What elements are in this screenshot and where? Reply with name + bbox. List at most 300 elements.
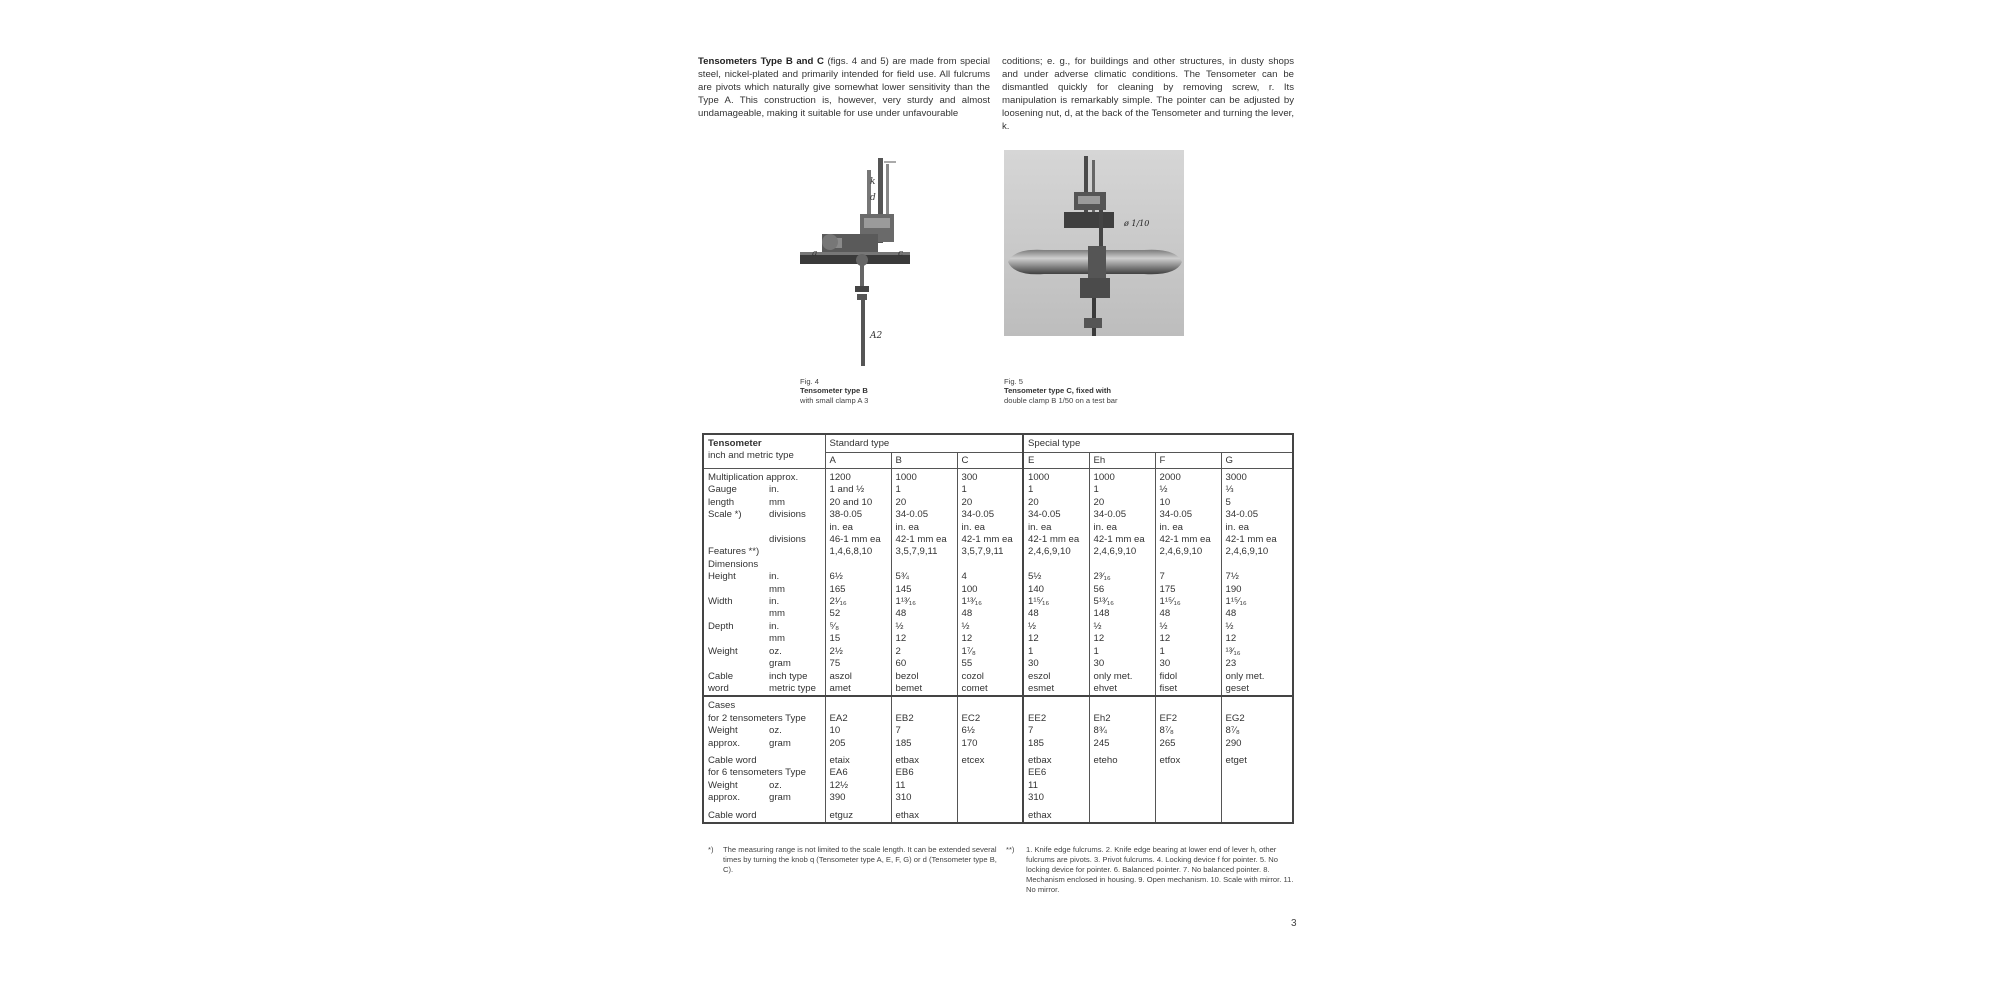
table-row: [703, 780, 1293, 792]
table-cell: [1089, 559, 1155, 571]
table-row: [703, 497, 1293, 509]
table-cell: 148: [1089, 608, 1155, 620]
row-label: word: [708, 682, 729, 694]
row-label: Gauge: [708, 484, 737, 496]
table-cell: 2½: [825, 646, 891, 658]
group-standard-type: Standard type: [825, 434, 1023, 453]
table-cell: 42-1 mm ea: [1155, 534, 1221, 546]
table-cell: [1155, 559, 1221, 571]
table-cell: 12: [957, 633, 1023, 645]
table-cell: [957, 767, 1023, 779]
table-cell: [1221, 559, 1293, 571]
table-row: [703, 596, 1293, 608]
table-cell: 2¹⁄₁₆: [825, 596, 891, 608]
column-header-c: C: [957, 453, 1023, 469]
table-cell: ½: [1023, 621, 1089, 633]
intro-left-body: (figs. 4 and 5) are made from special steel, nickel-plated and primarily intended for field use. All fulcrums are pivots which naturally give somewhat lower sensitivity than the Type A. This construction is, however, very sturdy and almost undamageable, making it suitable for use under unfavourable: [698, 56, 990, 120]
table-row: [703, 646, 1293, 658]
table-cell: 190: [1221, 584, 1293, 596]
table-cell: bezol: [891, 671, 957, 683]
row-label: Width: [708, 596, 733, 608]
table-cell: 3000: [1221, 469, 1293, 485]
table-cell: 48: [957, 608, 1023, 620]
table-cell: 48: [891, 608, 957, 620]
footnote-2-mark: **): [1006, 845, 1015, 854]
table-cell: ⅓: [1221, 484, 1293, 496]
row-sublabel: oz.: [769, 779, 782, 791]
table-cell: in. ea: [1023, 522, 1089, 534]
table-cell: EG2: [1221, 713, 1293, 725]
table-cell: [957, 559, 1023, 571]
table-cell: 34-0.05: [1221, 509, 1293, 521]
table-cell: 52: [825, 608, 891, 620]
row-sublabel: mm: [769, 633, 785, 645]
table-cell: [1221, 767, 1293, 779]
table-cell: ½: [1221, 621, 1293, 633]
figure-5-number: Fig. 5: [1004, 377, 1023, 386]
table-row: [703, 534, 1293, 546]
table-row: [703, 696, 1293, 712]
row-sublabel: oz.: [769, 645, 782, 657]
table-cell: 7: [891, 725, 957, 737]
specification-table: [702, 433, 1294, 824]
row-label: [703, 534, 765, 546]
table-cell: 11: [1023, 780, 1089, 792]
table-cell: esmet: [1023, 683, 1089, 696]
row-label: Cases: [703, 696, 765, 712]
row-sublabel: gram: [769, 792, 791, 804]
table-cell: 8⁷⁄₈: [1221, 725, 1293, 737]
row-sublabel: [765, 805, 825, 823]
table-cell: 1200: [825, 469, 891, 485]
row-label: Weight: [708, 645, 738, 657]
table-cell: 30: [1023, 658, 1089, 670]
table-cell: [957, 696, 1023, 712]
table-corner: [703, 434, 825, 469]
table-cell: 34-0.05: [1089, 509, 1155, 521]
table-cell: 48: [1023, 608, 1089, 620]
table-cell: 4: [957, 571, 1023, 583]
table-row: [703, 621, 1293, 633]
table-corner-title: Tensometer: [708, 438, 762, 449]
row-sublabel: in.: [769, 571, 780, 583]
table-cell: 5½: [1023, 571, 1089, 583]
column-header-e: E: [1023, 453, 1089, 469]
table-row: [703, 469, 1293, 485]
table-cell: 1000: [891, 469, 957, 485]
table-cell: [1155, 767, 1221, 779]
row-sublabel: oz.: [769, 725, 782, 737]
figure-4-subtitle: with small clamp A 3: [800, 395, 869, 405]
table-cell: [1089, 792, 1155, 804]
table-cell: in. ea: [1221, 522, 1293, 534]
table-cell: 42-1 mm ea: [1089, 534, 1155, 546]
column-header-eh: Eh: [1089, 453, 1155, 469]
figure-5-photo: [1004, 150, 1184, 336]
table-row: [703, 767, 1293, 779]
row-sublabel: gram: [769, 658, 791, 670]
table-cell: fidol: [1155, 671, 1221, 683]
table-cell: geset: [1221, 683, 1293, 696]
table-cell: eszol: [1023, 671, 1089, 683]
row-sublabel: in.: [769, 596, 780, 608]
row-label: Cable word: [708, 754, 757, 766]
table-cell: [1155, 780, 1221, 792]
table-cell: 6½: [957, 725, 1023, 737]
table-row: [703, 509, 1293, 521]
row-sublabel: in.: [769, 484, 780, 496]
table-cell: 2³⁄₁₆: [1089, 571, 1155, 583]
table-cell: [1089, 805, 1155, 823]
table-cell: 75: [825, 658, 891, 670]
row-sublabel: metric type: [769, 682, 816, 694]
table-cell: 300: [957, 469, 1023, 485]
table-cell: 1: [1089, 484, 1155, 496]
table-cell: 5: [1221, 497, 1293, 509]
row-sublabel: in.: [769, 620, 780, 632]
table-cell: 1: [1089, 646, 1155, 658]
table-cell: EB6: [891, 767, 957, 779]
table-cell: 7½: [1221, 571, 1293, 583]
table-cell: eteho: [1089, 750, 1155, 767]
row-label: length: [708, 496, 735, 508]
table-cell: 12: [1155, 633, 1221, 645]
table-row: [703, 608, 1293, 620]
footnote-2: [1006, 845, 1296, 895]
table-cell: 1000: [1023, 469, 1089, 485]
table-cell: [1221, 805, 1293, 823]
table-cell: 1¹³⁄₁₆: [957, 596, 1023, 608]
table-cell: in. ea: [957, 522, 1023, 534]
table-corner-subtitle: inch and metric type: [708, 450, 794, 461]
table-cell: 1000: [1089, 469, 1155, 485]
figure-5-caption: [1004, 377, 1184, 405]
row-label: [703, 633, 765, 645]
table-cell: 3,5,7,9,11: [891, 546, 957, 558]
table-cell: ½: [957, 621, 1023, 633]
table-cell: 20: [1089, 497, 1155, 509]
table-cell: aszol: [825, 671, 891, 683]
table-cell: etbax: [891, 750, 957, 767]
row-label: [703, 658, 765, 670]
table-cell: [1023, 559, 1089, 571]
table-cell: 1: [891, 484, 957, 496]
row-label: approx.: [708, 737, 740, 749]
table-cell: 12: [891, 633, 957, 645]
page-number: 3: [1291, 918, 1297, 929]
table-cell: 1: [957, 484, 1023, 496]
table-cell: [1155, 696, 1221, 712]
table-cell: 2,4,6,9,10: [1221, 546, 1293, 558]
table-cell: ethax: [1023, 805, 1089, 823]
row-label: for 6 tensometers Type: [708, 767, 806, 779]
table-cell: [957, 805, 1023, 823]
table-cell: bemet: [891, 683, 957, 696]
table-cell: ethax: [891, 805, 957, 823]
table-cell: only met.: [1221, 671, 1293, 683]
table-cell: 42-1 mm ea: [957, 534, 1023, 546]
table-cell: only met.: [1089, 671, 1155, 683]
table-cell: 1 and ½: [825, 484, 891, 496]
table-row: [703, 738, 1293, 750]
row-label: Scale *): [708, 509, 742, 521]
fig4-label-d: d: [870, 193, 876, 203]
table-cell: [1221, 780, 1293, 792]
table-cell: 1¹⁵⁄₁₆: [1155, 596, 1221, 608]
row-sublabel: [765, 522, 825, 534]
table-cell: 2,4,6,9,10: [1089, 546, 1155, 558]
table-cell: 34-0.05: [1155, 509, 1221, 521]
table-cell: amet: [825, 683, 891, 696]
table-cell: EF2: [1155, 713, 1221, 725]
group-special-type: Special type: [1023, 434, 1293, 453]
table-cell: 46-1 mm ea: [825, 534, 891, 546]
intro-left-column: [698, 55, 990, 120]
fig4-label-a: a: [812, 249, 818, 259]
table-cell: EE2: [1023, 713, 1089, 725]
table-cell: [1089, 780, 1155, 792]
table-cell: 140: [1023, 584, 1089, 596]
fig4-label-c: c: [898, 249, 904, 259]
table-row: [703, 559, 1293, 571]
row-label: [703, 522, 765, 534]
table-cell: etget: [1221, 750, 1293, 767]
row-sublabel: divisions: [769, 509, 806, 521]
table-cell: 1: [1155, 646, 1221, 658]
table-cell: 20: [891, 497, 957, 509]
table-cell: 20: [1023, 497, 1089, 509]
table-row: [703, 484, 1293, 496]
table-cell: [1023, 696, 1089, 712]
table-cell: 56: [1089, 584, 1155, 596]
table-cell: 8⁷⁄₈: [1155, 725, 1221, 737]
row-sublabel: mm: [769, 496, 785, 508]
table-cell: 42-1 mm ea: [1023, 534, 1089, 546]
table-row: [703, 725, 1293, 737]
row-label: Height: [708, 571, 736, 583]
column-header-a: A: [825, 453, 891, 469]
row-label: Multiplication approx.: [703, 469, 765, 485]
table-row: [703, 750, 1293, 767]
row-label: for 2 tensometers Type: [708, 712, 806, 724]
table-row: [703, 584, 1293, 596]
table-cell: EC2: [957, 713, 1023, 725]
footnote-1: [708, 845, 998, 875]
intro-right-column: coditions; e. g., for buildings and other structures, in dusty shops and under adverse climatic conditions. The Tensometer can be dismantled quickly for cleaning by removing screw, r. Its manipulation is remarkably simple. The pointer can be adjusted by loosening nut, d, at the back of the Tensometer and turning the lever, k.: [1002, 56, 1294, 133]
figure-5-title: Tensometer type C, fixed with: [1004, 386, 1112, 396]
table-row: [703, 522, 1293, 534]
fig5-label: ø 1/10: [1124, 219, 1150, 228]
table-cell: 7: [1023, 725, 1089, 737]
table-cell: etfox: [1155, 750, 1221, 767]
table-cell: [825, 696, 891, 712]
row-label: Weight: [708, 779, 738, 791]
table-cell: 175: [1155, 584, 1221, 596]
table-cell: 10: [825, 725, 891, 737]
table-cell: 1: [1023, 646, 1089, 658]
table-cell: [1155, 792, 1221, 804]
table-cell: in. ea: [891, 522, 957, 534]
table-cell: fiset: [1155, 683, 1221, 696]
table-cell: [1155, 805, 1221, 823]
figure-4-title: Tensometer type B: [800, 386, 868, 396]
table-cell: 20: [957, 497, 1023, 509]
row-sublabel: gram: [769, 737, 791, 749]
column-header-b: B: [891, 453, 957, 469]
row-sublabel: divisions: [769, 534, 806, 546]
table-block-cases: [703, 696, 1293, 823]
table-cell: 12½: [825, 780, 891, 792]
figure-4-number: Fig. 4: [800, 377, 819, 386]
table-cell: 10: [1155, 497, 1221, 509]
column-header-g: G: [1221, 453, 1293, 469]
footnote-2-text: 1. Knife edge fulcrums. 2. Knife edge bearing at lower end of lever h, other fulcrums are pivots. 3. Privot fulcrums. 4. Locking device f for pointer. 5. No locking device for pointer. 6. Balanced pointer. 7. No balanced pointer. 8. Mechanism enclosed in housing. 9. Open mechanism. 10. Scale with mirror. 11. No mirror.: [1026, 845, 1294, 894]
table-cell: EE6: [1023, 767, 1089, 779]
row-sublabel: mm: [769, 583, 785, 595]
table-cell: 265: [1155, 738, 1221, 750]
table-cell: 2,4,6,9,10: [1023, 546, 1089, 558]
row-label: Weight: [708, 725, 738, 737]
table-row: [703, 805, 1293, 823]
table-cell: 7: [1155, 571, 1221, 583]
table-row: [703, 792, 1293, 804]
table-cell: 2000: [1155, 469, 1221, 485]
table-cell: in. ea: [1155, 522, 1221, 534]
table-cell: 1¹³⁄₁₆: [891, 596, 957, 608]
table-cell: [1221, 792, 1293, 804]
table-cell: ¹³⁄₁₆: [1221, 646, 1293, 658]
table-cell: 15: [825, 633, 891, 645]
table-cell: 34-0.05: [891, 509, 957, 521]
table-cell: [825, 559, 891, 571]
table-cell: 34-0.05: [1023, 509, 1089, 521]
table-cell: etbax: [1023, 750, 1089, 767]
table-cell: 5¾: [891, 571, 957, 583]
table-cell: 390: [825, 792, 891, 804]
table-cell: 12: [1221, 633, 1293, 645]
table-cell: ehvet: [1089, 683, 1155, 696]
table-row: [703, 658, 1293, 670]
table-cell: comet: [957, 683, 1023, 696]
figure-4: [800, 152, 930, 405]
table-cell: EB2: [891, 713, 957, 725]
table-cell: 100: [957, 584, 1023, 596]
row-label: [703, 608, 765, 620]
table-cell: in. ea: [1089, 522, 1155, 534]
table-cell: EA6: [825, 767, 891, 779]
table-row: [703, 546, 1293, 558]
figure-5-subtitle: double clamp B 1/50 on a test bar: [1004, 395, 1118, 405]
table-row: [703, 683, 1293, 696]
table-row: [703, 671, 1293, 683]
table-block-specs: [703, 469, 1293, 697]
table-cell: Eh2: [1089, 713, 1155, 725]
row-label: Depth: [708, 620, 734, 632]
table-cell: 38-0.05: [825, 509, 891, 521]
column-header-f: F: [1155, 453, 1221, 469]
table-cell: 8¾: [1089, 725, 1155, 737]
table-cell: 55: [957, 658, 1023, 670]
table-cell: [891, 696, 957, 712]
table-cell: 60: [891, 658, 957, 670]
intro-left-heading: Tensometers Type B and C: [698, 56, 824, 67]
table-cell: 205: [825, 738, 891, 750]
table-cell: 310: [1023, 792, 1089, 804]
row-label: [703, 584, 765, 596]
table-cell: 165: [825, 584, 891, 596]
table-cell: [957, 780, 1023, 792]
table-row: [703, 633, 1293, 645]
table-cell: ½: [1155, 621, 1221, 633]
table-cell: 1,4,6,8,10: [825, 546, 891, 558]
table-cell: etguz: [825, 805, 891, 823]
table-cell: cozol: [957, 671, 1023, 683]
table-cell: 1¹⁵⁄₁₆: [1221, 596, 1293, 608]
table-cell: 185: [891, 738, 957, 750]
table-cell: 42-1 mm ea: [891, 534, 957, 546]
table-cell: 30: [1089, 658, 1155, 670]
fig4-label-k: k: [870, 177, 876, 187]
table-cell: 48: [1155, 608, 1221, 620]
row-sublabel: inch type: [769, 670, 808, 682]
table-cell: EA2: [825, 713, 891, 725]
figure-4-photo: [800, 152, 930, 372]
row-label: approx.: [708, 792, 740, 804]
table-cell: 290: [1221, 738, 1293, 750]
table-cell: ½: [1155, 484, 1221, 496]
table-cell: 30: [1155, 658, 1221, 670]
row-sublabel: [765, 559, 825, 571]
table-cell: [891, 559, 957, 571]
table-row: [703, 713, 1293, 725]
figure-4-caption: [800, 377, 960, 405]
row-label: Dimensions: [708, 558, 759, 570]
table-cell: [957, 792, 1023, 804]
table-cell: 42-1 mm ea: [1221, 534, 1293, 546]
table-cell: 145: [891, 584, 957, 596]
table-cell: [1089, 767, 1155, 779]
table-cell: [1089, 696, 1155, 712]
table-cell: 185: [1023, 738, 1089, 750]
table-cell: 245: [1089, 738, 1155, 750]
figure-5: [1004, 150, 1184, 405]
table-cell: 12: [1089, 633, 1155, 645]
table-cell: etaix: [825, 750, 891, 767]
table-cell: 2: [891, 646, 957, 658]
table-cell: [1221, 696, 1293, 712]
table-row: [703, 571, 1293, 583]
table-cell: 2,4,6,9,10: [1155, 546, 1221, 558]
table-cell: 170: [957, 738, 1023, 750]
row-sublabel: [765, 696, 825, 712]
table-cell: 34-0.05: [957, 509, 1023, 521]
row-label: Features **): [708, 546, 760, 558]
row-label: Cable word: [708, 809, 757, 821]
table-cell: 6½: [825, 571, 891, 583]
table-cell: 5¹³⁄₁₆: [1089, 596, 1155, 608]
row-sublabel: [765, 546, 825, 558]
footnote-1-mark: *): [708, 845, 714, 854]
table-cell: 1: [1023, 484, 1089, 496]
row-sublabel: [765, 750, 825, 767]
row-sublabel: mm: [769, 608, 785, 620]
table-cell: 48: [1221, 608, 1293, 620]
table-cell: 23: [1221, 658, 1293, 670]
row-label: Cable: [708, 670, 734, 682]
footnote-1-text: The measuring range is not limited to the scale length. It can be extended several times by turning the knob q (Tensometer type A, E, F, G) or d (Tensometer type B, C).: [723, 845, 997, 874]
table-cell: 310: [891, 792, 957, 804]
table-cell: 12: [1023, 633, 1089, 645]
